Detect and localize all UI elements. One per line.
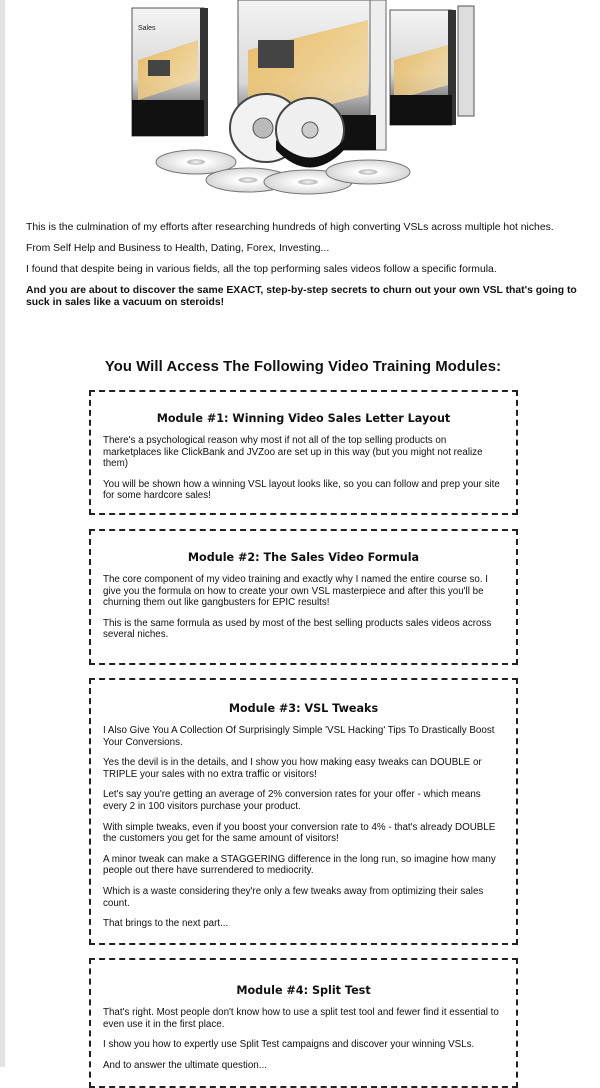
module-paragraph: This is the same formula as used by most of the best selling products sales videos across several niches. [103,617,492,641]
intro-bold-paragraph: And you are about to discover the same EXACT, step-by-step secrets to churn out your own VSL that's going to suck in sales like a vacuum on steroids! [26,285,577,308]
box-brand-text: Sales [138,25,156,32]
intro-paragraph: From Self Help and Business to Health, Dating, Forex, Investing... [26,243,330,254]
module-box-4 [89,958,518,1088]
module-paragraph: That brings to the next part... [103,918,229,930]
module-paragraph: There's a psychological reason why most if not all of the top selling products on marketplaces like ClickBank and JVZoo are set up in this way (but you might not realize them) [103,435,483,470]
page-left-edge [0,0,5,1067]
module-box-1 [89,390,518,515]
module-paragraph: A minor tweak can make a STAGGERING difference in the long run, so imagine how many people out there have surrendered to mediocrity. [103,853,496,877]
intro-paragraph: This is the culmination of my efforts after researching hundreds of high converting VSLs across multiple hot niches. [26,222,554,233]
module-paragraph: With simple tweaks, even if you boost your conversion rate to 4% - that's already DOUBLE the customers you get for the same amount of visitors! [103,821,496,845]
module-title: Module #1: Winning Video Sales Letter Layout [156,412,451,425]
module-title: Module #3: VSL Tweaks [228,702,379,715]
module-paragraph: I show you how to expertly use Split Test campaigns and discover your winning VSLs. [103,1039,475,1051]
module-paragraph: Yes the devil is in the details, and I show you how making easy tweaks can DOUBLE or TRIPLE your sales with no extra traffic or visitors! [103,757,482,780]
intro-text [26,222,582,318]
intro-paragraph: I found that despite being in various fields, all the top performing sales videos follow a specific formula. [26,264,497,275]
module-paragraph: The core component of my video training and exactly why I named the entire course so. I give you the formula on how to create your own VSL masterpiece and after this you'll be churning them out like gangbusters for EPIC results! [103,574,489,609]
module-box-2 [89,529,518,665]
module-paragraph: I Also Give You A Collection Of Surprisingly Simple 'VSL Hacking' Tips To Drastically Boost Your Conversions. [103,725,495,748]
module-paragraph: That's right. Most people don't know how to use a split test tool and fewer find it essential to even use it in the first place. [103,1007,499,1030]
module-title: Module #4: Split Test [236,984,371,997]
module-paragraph: Let's say you're getting an average of 2% conversion rates for your offer - which means every 2 in 100 visitors purchase your product. [103,789,481,812]
module-paragraph: And to answer the ultimate question... [103,1059,267,1071]
module-box-3 [89,678,518,945]
module-paragraph: You will be shown how a winning VSL layout looks like, so you can follow and prep your site for some hardcore sales! [103,478,500,502]
module-paragraph: Which is a waste considering they're only a few tweaks away from optimizing their sales count. [103,885,484,909]
module-title: Module #2: The Sales Video Formula [187,551,420,564]
modules-heading: You Will Access The Following Video Training Modules: [104,359,502,375]
product-bundle-image [118,0,482,200]
